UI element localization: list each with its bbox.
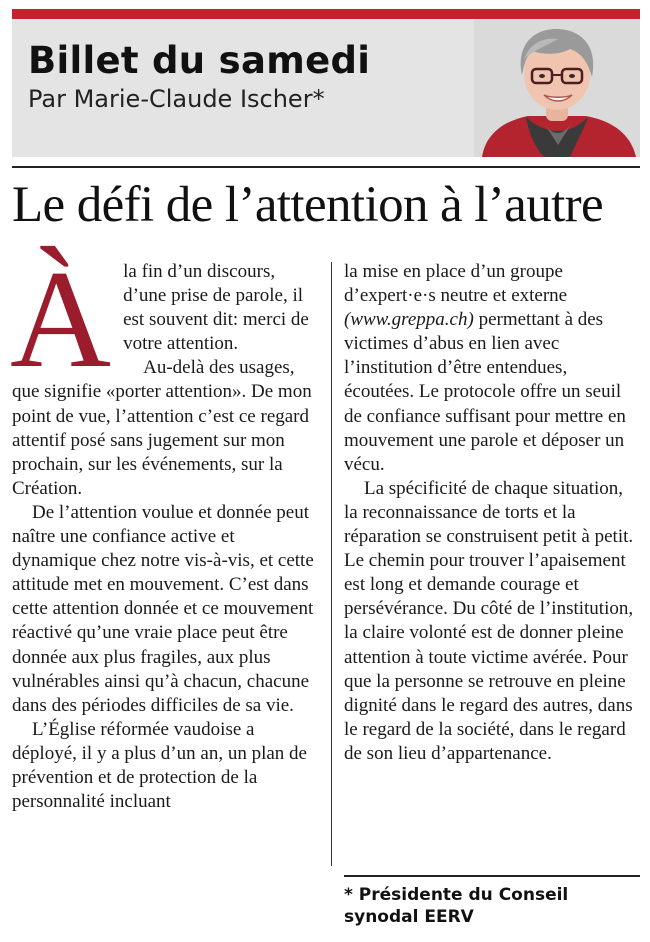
- author-byline: Par Marie-Claude Ischer*: [28, 85, 325, 113]
- column-divider: [331, 262, 332, 866]
- article-column-left: [10, 242, 317, 814]
- website-reference: (www.greppa.ch): [344, 309, 474, 331]
- author-portrait: [474, 19, 640, 157]
- paragraph-4-continued: [344, 260, 640, 477]
- header-rule: [12, 166, 640, 168]
- article-column-right: [344, 260, 640, 766]
- drop-cap: À: [10, 242, 112, 397]
- author-footnote: * Présidente du Conseil synodal EERV: [344, 885, 569, 927]
- paragraph-2: Au-delà des usages, que signifie «porter attention». De mon point de vue, l’attention c’est ce regard attentif posé sans jugement sur mon prochain, sur les événements, sur la Création.: [12, 357, 312, 499]
- footnote-rule: [344, 875, 640, 877]
- paragraph-4-start: la mise en place d’un groupe d’expert·e·s neutre et externe: [344, 261, 568, 307]
- paragraph-4: L’Église réformée vaudoise a déployé, il y a plus d’un an, un plan de prévention et de protection de la personnalité incluant: [12, 718, 307, 813]
- article-title: Le défi de l’attention à l’autre: [12, 177, 604, 233]
- paragraph-4-end: permettant à des victimes d’abus en lien avec l’institution d’être entendues, écoutées. Le protocole offre un seuil de confiance suffisant pour mettre en mouvement une parole et déposer un vécu.: [344, 309, 626, 475]
- paragraph-3: De l’attention voulue et donnée peut naître une confiance active et dynamique chez notre vis-à-vis, et cette attitude met en mouvement. C’est dans cette attention donnée et ce mouvement réactivé qu’une vraie place peut être donnée aux plus fragiles, aux plus vulnérables ainsi qu’à chacun, chacune dans des périodes difficiles de sa vie.: [12, 501, 314, 716]
- red-accent-bar: [12, 9, 640, 19]
- column-header: [12, 19, 640, 157]
- paragraph-1: la fin d’un discours, d’une prise de parole, il est souvent dit: merci de votre attention.: [123, 261, 309, 355]
- paragraph-5: La spécificité de chaque situation, la reconnaissance de torts et la réparation se construisent petit à petit. Le chemin pour trouver l’apaisement est long et demande courage et persévérance. Du côté de l’institution, la claire volonté est de donner pleine attention à toute victime avérée. Pour que la personne se retrouve en pleine dignité dans le regard des autres, dans le regard de la société, dans le regard de son lieu d’appartenance.: [344, 477, 634, 764]
- column-kicker: Billet du samedi: [28, 39, 371, 82]
